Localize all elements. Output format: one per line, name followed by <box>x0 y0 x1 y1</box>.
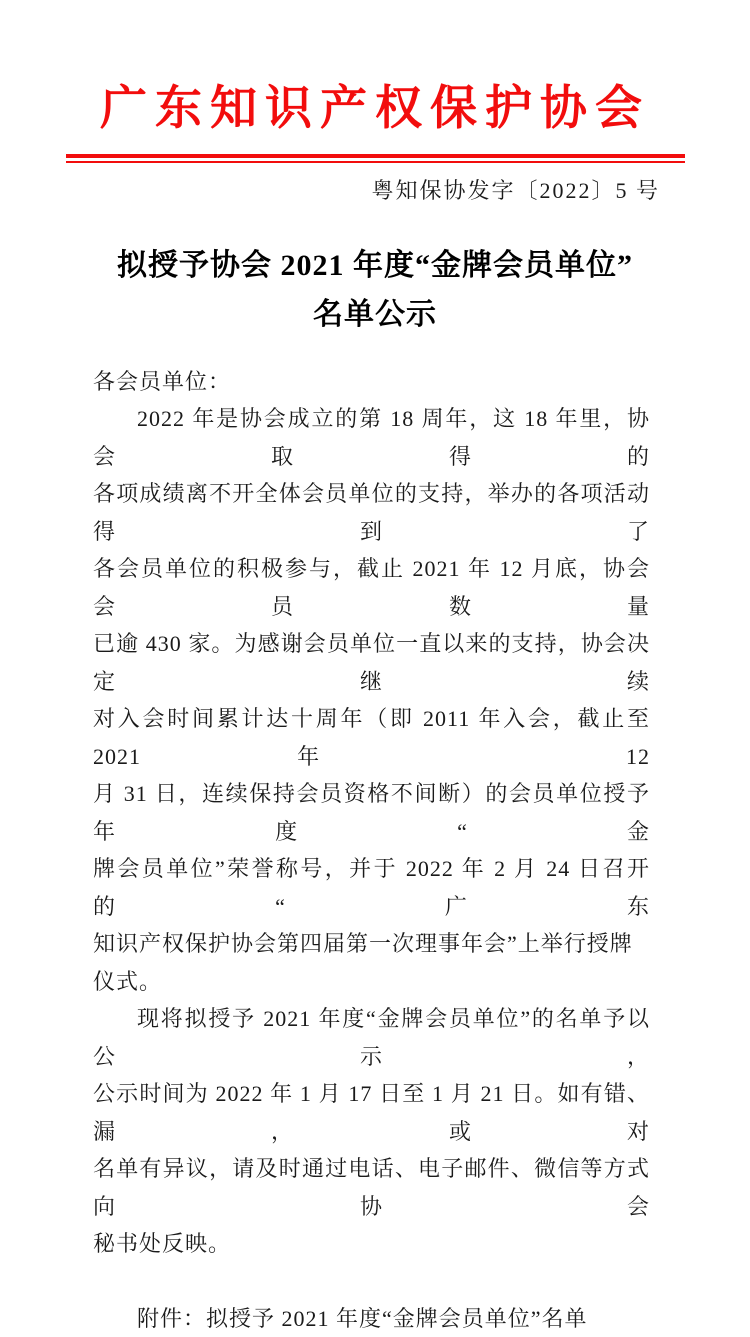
body-line: 知识产权保护协会第四届第一次理事年会”上举行授牌仪式。 <box>93 931 633 994</box>
body-line: 各会员单位的积极参与，截止 2021 年 12 月底，协会会员数量 <box>93 556 650 619</box>
attachment-line: 附件：拟授予 2021 年度“金牌会员单位”名单 <box>137 1305 588 1331</box>
body-line: 名单有异议，请及时通过电话、电子邮件、微信等方式向协会 <box>93 1156 650 1219</box>
doc-number: 粤知保协发字〔2022〕5 号 <box>371 177 660 203</box>
body-line: 对入会时间累计达十周年（即 2011 年入会，截止至 2021 年 12 <box>93 706 650 769</box>
document-body <box>93 363 650 1263</box>
body-line: 公示时间为 2022 年 1 月 17 日至 1 月 21 日。如有错、漏，或对 <box>93 1081 650 1144</box>
body-line: 牌会员单位”荣誉称号，并于 2022 年 2 月 24 日召开的“广东 <box>93 856 650 919</box>
org-title: 广东知识产权保护协会 <box>100 83 650 135</box>
body-line: 已逾 430 家。为感谢会员单位一直以来的支持，协会决定继续 <box>93 631 650 694</box>
doc-title-line2: 名单公示 <box>313 297 437 331</box>
body-line: 现将拟授予 2021 年度“金牌会员单位”的名单予以公示， <box>93 1006 650 1069</box>
body-line: 各会员单位： <box>93 368 232 394</box>
body-line: 各项成绩离不开全体会员单位的支持，举办的各项活动得到了 <box>93 481 650 544</box>
body-line: 月 31 日，连续保持会员资格不间断）的会员单位授予年度“金 <box>93 781 650 844</box>
body-line: 2022 年是协会成立的第 18 周年，这 18 年里，协会取得的 <box>93 406 650 469</box>
doc-title-line1: 拟授予协会 2021 年度“金牌会员单位” <box>117 248 633 282</box>
red-divider-rule <box>66 154 685 163</box>
body-line: 秘书处反映。 <box>93 1231 232 1257</box>
